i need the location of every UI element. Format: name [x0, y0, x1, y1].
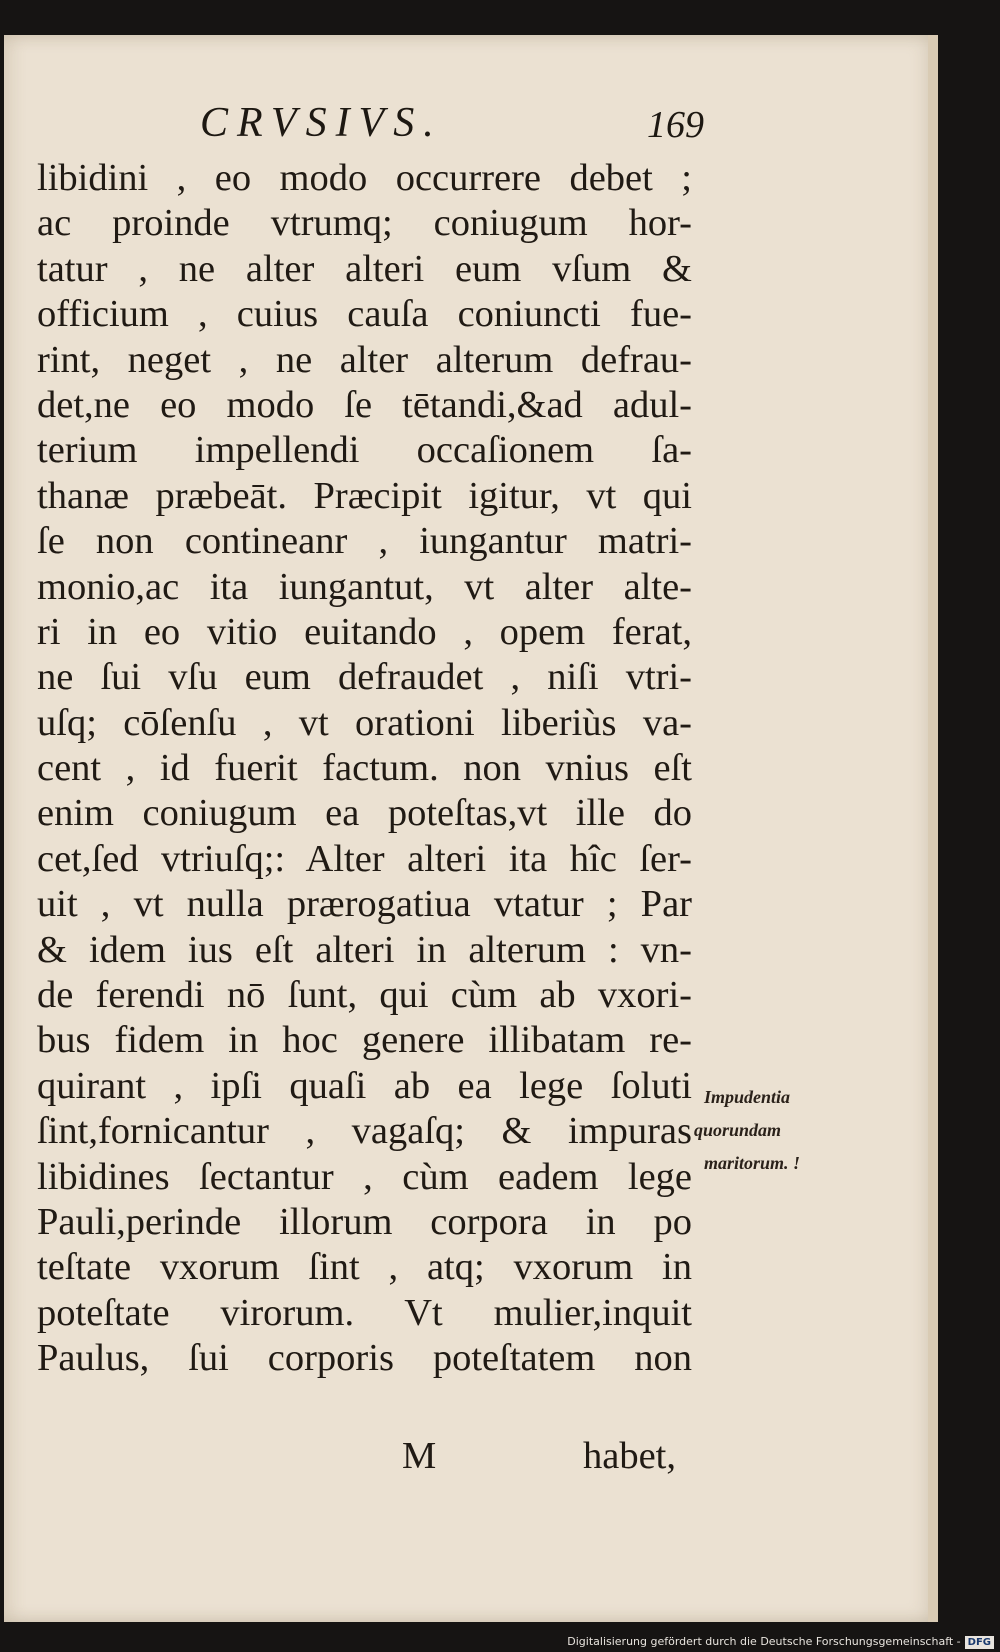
text-line: quirant , ipſi quaſi ab ea lege ſoluti: [37, 1064, 692, 1107]
text-line: poteſtate virorum. Vt mulier,inquit: [37, 1291, 692, 1334]
body-text: [37, 156, 692, 1382]
text-line: Pauli,perinde illorum corpora in po: [37, 1200, 692, 1243]
text-line: uſq; cōſenſu , vt orationi liberiùs va-: [37, 701, 692, 744]
text-line: monio,ac ita iungantut, vt alter alte-: [37, 565, 692, 608]
text-line: terium impellendi occaſionem ſa-: [37, 429, 692, 472]
text-line: de ferendi nō ſunt, qui cùm ab vxori-: [37, 974, 692, 1017]
text-line: ri in eo vitio euitando , opem ferat,: [37, 610, 692, 653]
dfg-logo: DFG: [965, 1636, 994, 1649]
text-line: ne ſui vſu eum defraudet , niſi vtri-: [37, 656, 692, 699]
text-line: bus fidem in hoc genere illibatam re-: [37, 1019, 692, 1062]
text-line: teſtate vxorum ſint , atq; vxorum in: [37, 1246, 692, 1289]
credit-text: Digitalisierung gefördert durch die Deutsche Forschungsgemeinschaft -: [567, 1635, 961, 1648]
signature-mark: M: [402, 1435, 437, 1477]
text-line: cet,ſed vtriuſq;: Alter alteri ita hîc ſer-: [37, 837, 692, 880]
catchword: habet,: [583, 1435, 676, 1477]
text-line: det,ne eo modo ſe tētandi,&ad adul-: [37, 383, 692, 426]
text-line: uit , vt nulla prærogatiua vtatur ; Par: [37, 883, 692, 926]
page-number: 169: [647, 104, 704, 146]
text-line: rint, neget , ne alter alterum defrau-: [37, 338, 692, 381]
text-line: thanæ præbeāt. Præcipit igitur, vt qui: [37, 474, 692, 517]
marginal-note-line: quorundam: [694, 1120, 782, 1140]
text-line: libidines ſectantur , cùm eadem lege: [37, 1155, 692, 1198]
text-line: tatur , ne alter alteri eum vſum &: [37, 247, 692, 290]
text-line: cent , id fuerit factum. non vnius eſt: [37, 747, 692, 790]
text-line: ſint,fornicantur , vagaſq; & impuras: [37, 1110, 692, 1153]
page-edge: [928, 35, 938, 1622]
marginal-note: [694, 1081, 844, 1180]
book-page: [4, 35, 938, 1622]
text-line: enim coniugum ea poteſtas,vt ille do: [37, 792, 692, 835]
page-foot: [4, 1434, 938, 1484]
marginal-note-line: maritorum. !: [704, 1153, 801, 1173]
text-line: & idem ius eſt alteri in alterum : vn-: [37, 928, 692, 971]
text-line: ac proinde vtrumq; coniugum hor-: [37, 202, 692, 245]
marginal-note-line: Impudentia: [704, 1087, 791, 1107]
running-head: CRVSIVS.: [200, 100, 443, 146]
text-line: libidini , eo modo occurrere debet ;: [37, 157, 692, 199]
page-header: [4, 99, 938, 159]
text-line: Paulus, ſui corporis poteſtatem non: [37, 1337, 692, 1380]
text-line: officium , cuius cauſa coniuncti fue-: [37, 293, 692, 336]
digitization-credit: [567, 1635, 994, 1649]
text-line: ſe non contineanr , iungantur matri-: [37, 520, 692, 563]
